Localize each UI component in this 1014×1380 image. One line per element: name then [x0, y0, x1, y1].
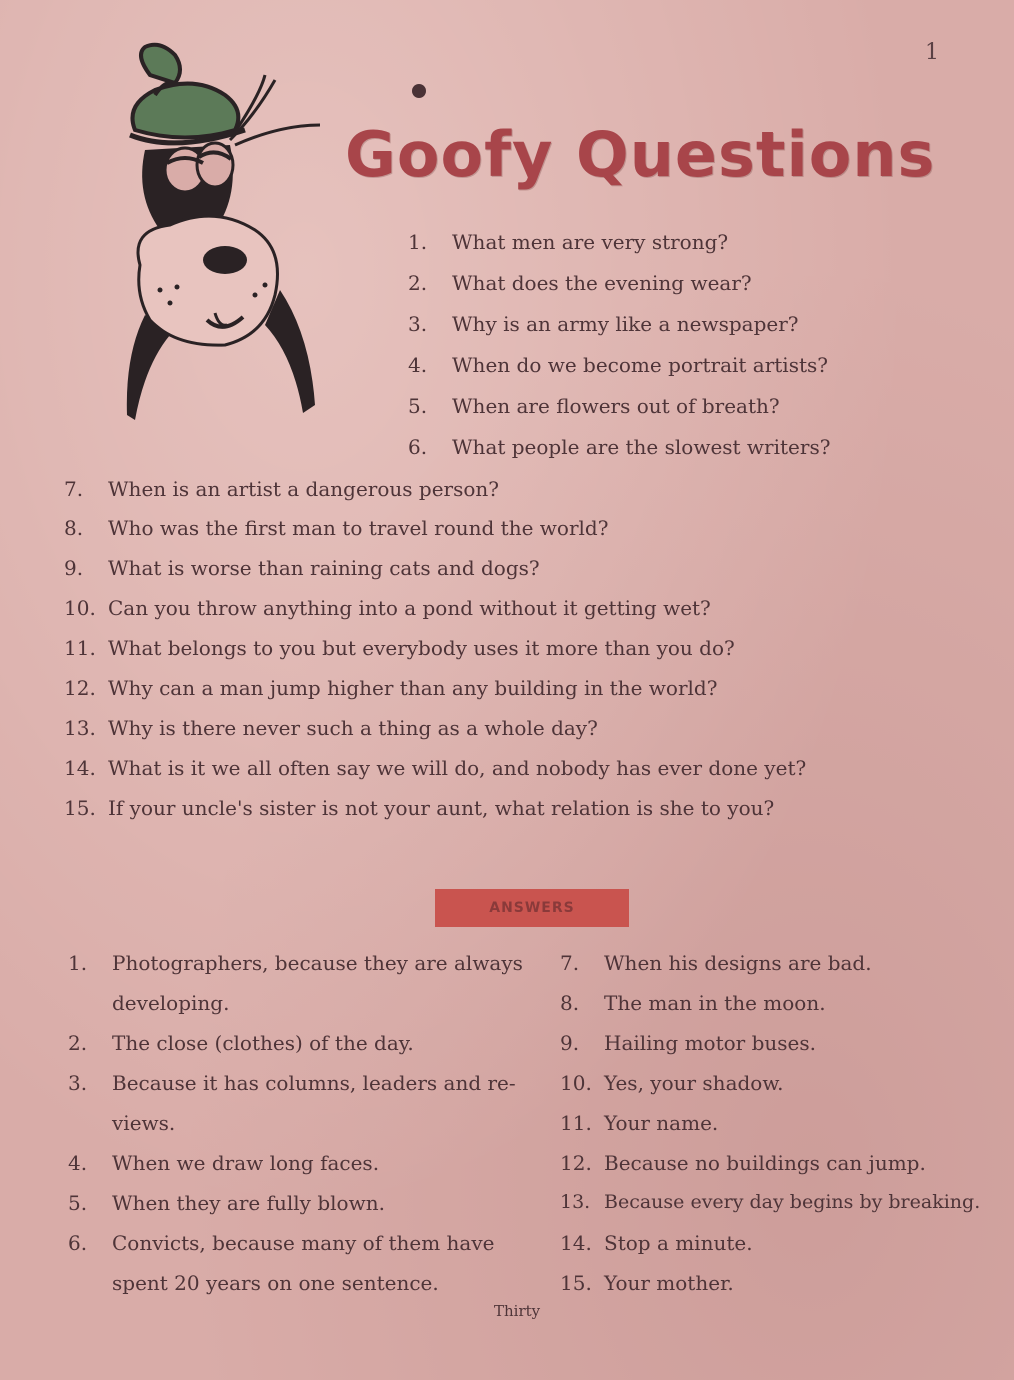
page-title: Goofy Questions: [345, 118, 936, 191]
answer-item: [560, 1271, 734, 1295]
answer-number: 5.: [68, 1191, 88, 1215]
answer-text: When they are fully blown.: [112, 1191, 385, 1215]
question-item: [64, 477, 499, 501]
question-text: What is it we all often say we will do, and nobody has ever done yet?: [108, 756, 807, 780]
question-text: What men are very strong?: [452, 230, 729, 254]
question-text: When are flowers out of breath?: [452, 394, 780, 418]
answer-item: [560, 951, 872, 975]
answer-text: Because no buildings can jump.: [604, 1151, 926, 1175]
answer-item: [68, 1231, 494, 1255]
question-item: [408, 230, 728, 254]
answer-item: [68, 1191, 385, 1215]
question-number: 5.: [408, 394, 428, 418]
question-number: 6.: [408, 435, 428, 459]
answers-heading: ANSWERS: [435, 889, 629, 927]
answer-number: 14.: [560, 1231, 592, 1255]
question-number: 2.: [408, 271, 428, 295]
question-text: If your uncle's sister is not your aunt, what relation is she to you?: [108, 796, 775, 820]
question-item: [408, 353, 828, 377]
question-number: 3.: [408, 312, 428, 336]
question-item: [64, 716, 598, 740]
answer-text: When we draw long faces.: [112, 1151, 380, 1175]
question-item: [408, 271, 752, 295]
page-footer: Thirty: [494, 1302, 541, 1320]
answer-number: 11.: [560, 1111, 592, 1135]
answer-item: [560, 1191, 980, 1213]
answer-text: When his designs are bad.: [604, 951, 872, 975]
answer-item: [560, 1031, 816, 1055]
answer-continuation: developing.: [112, 991, 230, 1015]
answer-continuation: spent 20 years on one sentence.: [112, 1271, 439, 1295]
answer-continuation: views.: [112, 1111, 176, 1135]
answer-text: Convicts, because many of them have: [112, 1231, 495, 1255]
answer-item: [560, 1111, 718, 1135]
question-item: [64, 676, 717, 700]
answer-item: [68, 1071, 516, 1095]
question-text: What people are the slowest writers?: [452, 435, 831, 459]
question-number: 13.: [64, 716, 96, 740]
question-number: 15.: [64, 796, 96, 820]
question-number: 1.: [408, 230, 428, 254]
question-item: [64, 636, 735, 660]
answer-item: [560, 1231, 753, 1255]
answer-item: [68, 1151, 379, 1175]
answer-item: [560, 1151, 926, 1175]
answer-number: 2.: [68, 1031, 88, 1055]
answer-text: Stop a minute.: [604, 1231, 753, 1255]
answer-text: The man in the moon.: [604, 991, 826, 1015]
page-mark: 1: [925, 40, 939, 65]
answer-text: Hailing motor buses.: [604, 1031, 817, 1055]
question-text: When do we become portrait artists?: [452, 353, 828, 377]
question-item: [64, 556, 540, 580]
question-text: What does the evening wear?: [452, 271, 752, 295]
question-number: 12.: [64, 676, 96, 700]
answer-number: 1.: [68, 951, 88, 975]
answer-item: [68, 1031, 414, 1055]
question-number: 14.: [64, 756, 96, 780]
answer-item: [68, 951, 523, 975]
decorative-dot: [412, 84, 426, 98]
question-text: What is worse than raining cats and dogs?: [108, 556, 540, 580]
answer-item: [560, 1071, 783, 1095]
answer-number: 7.: [560, 951, 580, 975]
question-text: Can you throw anything into a pond without it getting wet?: [108, 596, 711, 620]
answer-number: 4.: [68, 1151, 88, 1175]
answer-number: 12.: [560, 1151, 592, 1175]
question-number: 7.: [64, 477, 84, 501]
question-number: 4.: [408, 353, 428, 377]
answer-number: 13.: [560, 1191, 591, 1213]
answer-number: 15.: [560, 1271, 592, 1295]
question-text: Why can a man jump higher than any building in the world?: [108, 676, 718, 700]
question-item: [408, 394, 780, 418]
answer-number: 8.: [560, 991, 580, 1015]
question-number: 10.: [64, 596, 96, 620]
question-number: 11.: [64, 636, 96, 660]
answer-text: The close (clothes) of the day.: [112, 1031, 414, 1055]
answer-text: Yes, your shadow.: [604, 1071, 784, 1095]
answer-number: 10.: [560, 1071, 592, 1095]
question-text: Why is an army like a newspaper?: [452, 312, 799, 336]
question-text: Why is there never such a thing as a whole day?: [108, 716, 598, 740]
answer-text: Photographers, because they are always: [112, 951, 523, 975]
answer-text: Because every day begins by breaking.: [604, 1191, 981, 1213]
question-number: 8.: [64, 516, 84, 540]
answer-number: 3.: [68, 1071, 88, 1095]
answer-number: 9.: [560, 1031, 580, 1055]
goofy-illustration: [115, 35, 330, 435]
question-item: [64, 596, 711, 620]
answer-text: Your name.: [604, 1111, 719, 1135]
answer-item: [560, 991, 826, 1015]
answer-number: 6.: [68, 1231, 88, 1255]
answer-text: Because it has columns, leaders and re-: [112, 1071, 516, 1095]
question-text: What belongs to you but everybody uses it more than you do?: [108, 636, 735, 660]
question-number: 9.: [64, 556, 84, 580]
answer-text: Your mother.: [604, 1271, 734, 1295]
question-item: [64, 796, 774, 820]
question-item: [408, 312, 799, 336]
question-item: [408, 435, 830, 459]
question-text: Who was the first man to travel round the world?: [108, 516, 609, 540]
question-item: [64, 756, 806, 780]
question-item: [64, 516, 608, 540]
question-text: When is an artist a dangerous person?: [108, 477, 500, 501]
